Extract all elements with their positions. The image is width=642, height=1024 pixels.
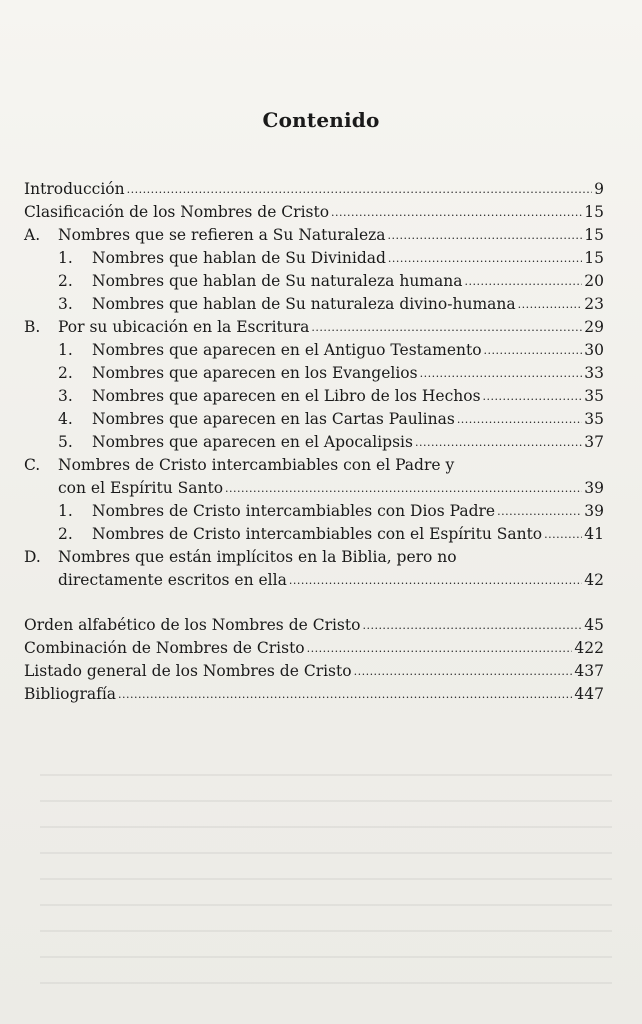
toc-entry-page: 35 bbox=[584, 387, 604, 405]
toc-entry-marker: B. bbox=[24, 318, 41, 336]
toc-entry-page: 422 bbox=[574, 639, 604, 657]
toc-leader-dots bbox=[415, 430, 582, 454]
toc-entry-title: Bibliografía bbox=[24, 685, 117, 703]
toc-entry-title: Nombres que hablan de Su naturaleza divino-humana bbox=[92, 295, 516, 313]
toc-entry-page: 39 bbox=[584, 502, 604, 520]
toc-entry bbox=[24, 270, 604, 293]
toc-entry-marker: 1. bbox=[58, 249, 73, 267]
toc-entry bbox=[24, 316, 604, 339]
toc-entry-marker: 2. bbox=[58, 364, 73, 382]
toc-leader-dots bbox=[311, 315, 582, 339]
toc-entry bbox=[24, 683, 604, 706]
toc-entry bbox=[24, 660, 604, 683]
toc-leader-dots bbox=[362, 613, 582, 637]
toc-entry-title: Nombres que hablan de Su Divinidad bbox=[92, 249, 386, 267]
toc-entry-page: 15 bbox=[584, 249, 604, 267]
toc-entry-page: 35 bbox=[584, 410, 604, 428]
page-title: Contenido bbox=[262, 108, 380, 132]
toc-entry-title: Clasificación de los Nombres de Cristo bbox=[24, 203, 330, 221]
toc-leader-dots bbox=[544, 522, 582, 546]
toc-entry-page: 15 bbox=[584, 226, 604, 244]
toc-entry bbox=[24, 523, 604, 546]
toc-entry bbox=[24, 477, 604, 500]
toc-entry-page: 33 bbox=[584, 364, 604, 382]
toc-entry-marker: 5. bbox=[58, 433, 73, 451]
toc-entry bbox=[24, 569, 604, 592]
toc-entry-marker: 2. bbox=[58, 525, 73, 543]
toc-entry-title: Nombres que aparecen en los Evangelios bbox=[92, 364, 418, 382]
toc-entry-page: 39 bbox=[584, 479, 604, 497]
toc-entry-page: 447 bbox=[574, 685, 604, 703]
toc-entry-title: Nombres que aparecen en las Cartas Paulinas bbox=[92, 410, 455, 428]
table-of-contents bbox=[24, 178, 604, 706]
toc-leader-dots bbox=[127, 177, 593, 201]
toc-leader-dots bbox=[420, 361, 583, 385]
toc-entry bbox=[24, 362, 604, 385]
toc-entry-page: 437 bbox=[574, 662, 604, 680]
toc-entry bbox=[24, 339, 604, 362]
toc-entry-marker: 1. bbox=[58, 341, 73, 359]
toc-entry bbox=[24, 546, 604, 569]
toc-leader-dots bbox=[484, 338, 583, 362]
toc-entry-marker: 3. bbox=[58, 387, 73, 405]
show-through-text bbox=[40, 760, 612, 990]
toc-entry-title: Introducción bbox=[24, 180, 125, 198]
toc-entry bbox=[24, 201, 604, 224]
toc-leader-dots bbox=[388, 223, 583, 247]
toc-leader-dots bbox=[388, 246, 582, 270]
toc-entry-title: Listado general de los Nombres de Cristo bbox=[24, 662, 352, 680]
toc-entry-page: 9 bbox=[594, 180, 604, 198]
toc-entry-marker: 1. bbox=[58, 502, 73, 520]
toc-entry-page: 42 bbox=[584, 571, 604, 589]
toc-entry bbox=[24, 614, 604, 637]
toc-entry-title: Nombres que aparecen en el Libro de los Hechos bbox=[92, 387, 481, 405]
toc-leader-dots bbox=[118, 682, 572, 706]
toc-gap bbox=[24, 592, 604, 614]
toc-entry-title: directamente escritos en ella bbox=[58, 571, 287, 589]
toc-entry bbox=[24, 247, 604, 270]
toc-leader-dots bbox=[457, 407, 582, 431]
toc-entry-title: con el Espíritu Santo bbox=[58, 479, 224, 497]
toc-entry-page: 45 bbox=[584, 616, 604, 634]
toc-entry-title: Combinación de Nombres de Cristo bbox=[24, 639, 305, 657]
toc-entry-marker: 2. bbox=[58, 272, 73, 290]
toc-leader-dots bbox=[483, 384, 583, 408]
toc-leader-dots bbox=[518, 292, 583, 316]
toc-entry-title: Nombres de Cristo intercambiables con el Espíritu Santo bbox=[92, 525, 543, 543]
toc-entry-marker: C. bbox=[24, 456, 41, 474]
toc-entry bbox=[24, 431, 604, 454]
toc-entry-page: 15 bbox=[584, 203, 604, 221]
toc-entry bbox=[24, 293, 604, 316]
toc-entry-title: Nombres que hablan de Su naturaleza humana bbox=[92, 272, 463, 290]
toc-entry-marker: A. bbox=[24, 226, 41, 244]
toc-leader-dots bbox=[307, 636, 573, 660]
toc-entry-page: 37 bbox=[584, 433, 604, 451]
toc-entry bbox=[24, 178, 604, 201]
toc-entry bbox=[24, 224, 604, 247]
toc-entry-title: Nombres que aparecen en el Apocalipsis bbox=[92, 433, 413, 451]
toc-entry-marker: D. bbox=[24, 548, 41, 566]
toc-entry-title: Nombres que se refieren a Su Naturaleza bbox=[58, 226, 386, 244]
toc-entry-page: 30 bbox=[584, 341, 604, 359]
toc-entry-marker: 3. bbox=[58, 295, 73, 313]
toc-entry-title: Nombres de Cristo intercambiables con Dios Padre bbox=[92, 502, 496, 520]
toc-entry-marker: 4. bbox=[58, 410, 73, 428]
toc-entry-page: 20 bbox=[584, 272, 604, 290]
toc-entry bbox=[24, 500, 604, 523]
toc-entry-title: Nombres de Cristo intercambiables con el Padre y bbox=[58, 456, 455, 474]
toc-entry-title: Nombres que aparecen en el Antiguo Testamento bbox=[92, 341, 482, 359]
toc-entry bbox=[24, 385, 604, 408]
toc-leader-dots bbox=[464, 269, 582, 293]
toc-entry-page: 41 bbox=[584, 525, 604, 543]
toc-leader-dots bbox=[225, 476, 582, 500]
toc-entry bbox=[24, 454, 604, 477]
toc-entry bbox=[24, 408, 604, 431]
toc-entry-page: 23 bbox=[584, 295, 604, 313]
toc-entry-title: Orden alfabético de los Nombres de Cristo bbox=[24, 616, 361, 634]
toc-entry-title: Nombres que están implícitos en la Biblia, pero no bbox=[58, 548, 457, 566]
toc-entry bbox=[24, 637, 604, 660]
toc-leader-dots bbox=[289, 568, 582, 592]
toc-entry-title: Por su ubicación en la Escritura bbox=[58, 318, 310, 336]
toc-leader-dots bbox=[354, 659, 573, 683]
toc-leader-dots bbox=[331, 200, 582, 224]
toc-entry-page: 29 bbox=[584, 318, 604, 336]
toc-leader-dots bbox=[497, 499, 582, 523]
